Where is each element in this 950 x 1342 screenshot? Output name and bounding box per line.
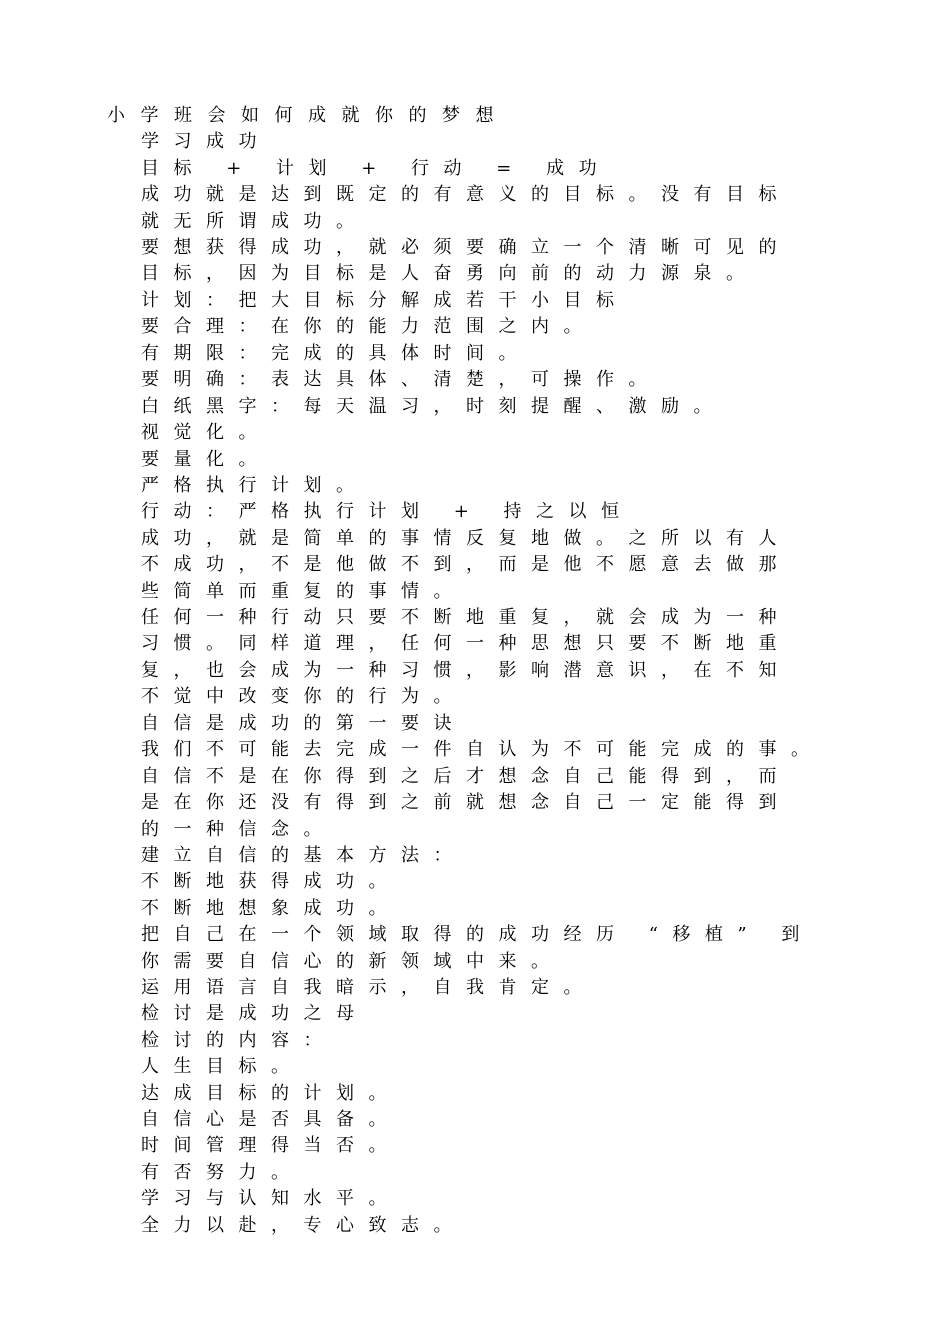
- text-line-11: 白纸黑字：每天温习，时刻提醒、激励。: [141, 396, 726, 417]
- text-line-1: 学习成功: [141, 131, 271, 152]
- text-line-35: 检讨的内容：: [141, 1030, 336, 1051]
- text-line-7: 计划：把大目标分解成若干小目标: [141, 290, 629, 311]
- text-line-26: 是在你还没有得到之前就想念自己一定能得到: [141, 792, 791, 813]
- text-line-8: 要合理：在你的能力范围之内。: [141, 316, 596, 337]
- text-line-33: 运用语言自我暗示，自我肯定。: [141, 977, 596, 998]
- text-line-30: 不断地想象成功。: [141, 898, 401, 919]
- text-line-6: 目标，因为目标是人奋勇向前的动力源泉。: [141, 263, 759, 284]
- text-line-21: 复，也会成为一种习惯，影响潜意识，在不知: [141, 660, 791, 681]
- text-line-29: 不断地获得成功。: [141, 871, 401, 892]
- document-title: 小学班会如何成就你的梦想: [107, 105, 509, 126]
- text-line-32: 你需要自信心的新领域中来。: [141, 951, 564, 972]
- text-line-38: 自信心是否具备。: [141, 1109, 401, 1130]
- text-line-40: 有否努力。: [141, 1162, 304, 1183]
- text-line-12: 视觉化。: [141, 422, 271, 443]
- text-line-15: 行动：严格执行计划 + 持之以恒: [141, 501, 634, 522]
- text-line-4: 就无所谓成功。: [141, 211, 369, 232]
- text-line-3: 成功就是达到既定的有意义的目标。没有目标: [141, 184, 791, 205]
- text-line-31: 把自己在一个领域取得的成功经历 “移植” 到: [141, 924, 814, 945]
- text-line-18: 些简单而重复的事情。: [141, 581, 466, 602]
- text-line-14: 严格执行计划。: [141, 475, 369, 496]
- text-line-37: 达成目标的计划。: [141, 1083, 401, 1104]
- text-line-20: 习惯。同样道理，任何一种思想只要不断地重: [141, 633, 791, 654]
- text-line-41: 学习与认知水平。: [141, 1188, 401, 1209]
- text-line-39: 时间管理得当否。: [141, 1135, 401, 1156]
- text-line-9: 有期限：完成的具体时间。: [141, 343, 531, 364]
- text-line-16: 成功，就是简单的事情反复地做。之所以有人: [141, 528, 791, 549]
- text-line-10: 要明确：表达具体、清楚，可操作。: [141, 369, 661, 390]
- text-line-24: 我们不可能去完成一件自认为不可能完成的事。: [141, 739, 824, 760]
- text-line-2: 目标 + 计划 + 行动 = 成功: [141, 158, 612, 179]
- text-line-19: 任何一种行动只要不断地重复，就会成为一种: [141, 607, 791, 628]
- text-line-42: 全力以赴，专心致志。: [141, 1215, 466, 1236]
- text-line-5: 要想获得成功，就必须要确立一个清晰可见的: [141, 237, 791, 258]
- text-line-17: 不成功，不是他做不到，而是他不愿意去做那: [141, 554, 791, 575]
- text-line-23: 自信是成功的第一要诀: [141, 713, 466, 734]
- text-line-28: 建立自信的基本方法：: [141, 845, 466, 866]
- text-line-34: 检讨是成功之母: [141, 1003, 369, 1024]
- text-line-25: 自信不是在你得到之后才想念自己能得到，而: [141, 766, 791, 787]
- text-line-22: 不觉中改变你的行为。: [141, 686, 466, 707]
- text-line-36: 人生目标。: [141, 1056, 304, 1077]
- text-line-13: 要量化。: [141, 449, 271, 470]
- text-line-27: 的一种信念。: [141, 819, 336, 840]
